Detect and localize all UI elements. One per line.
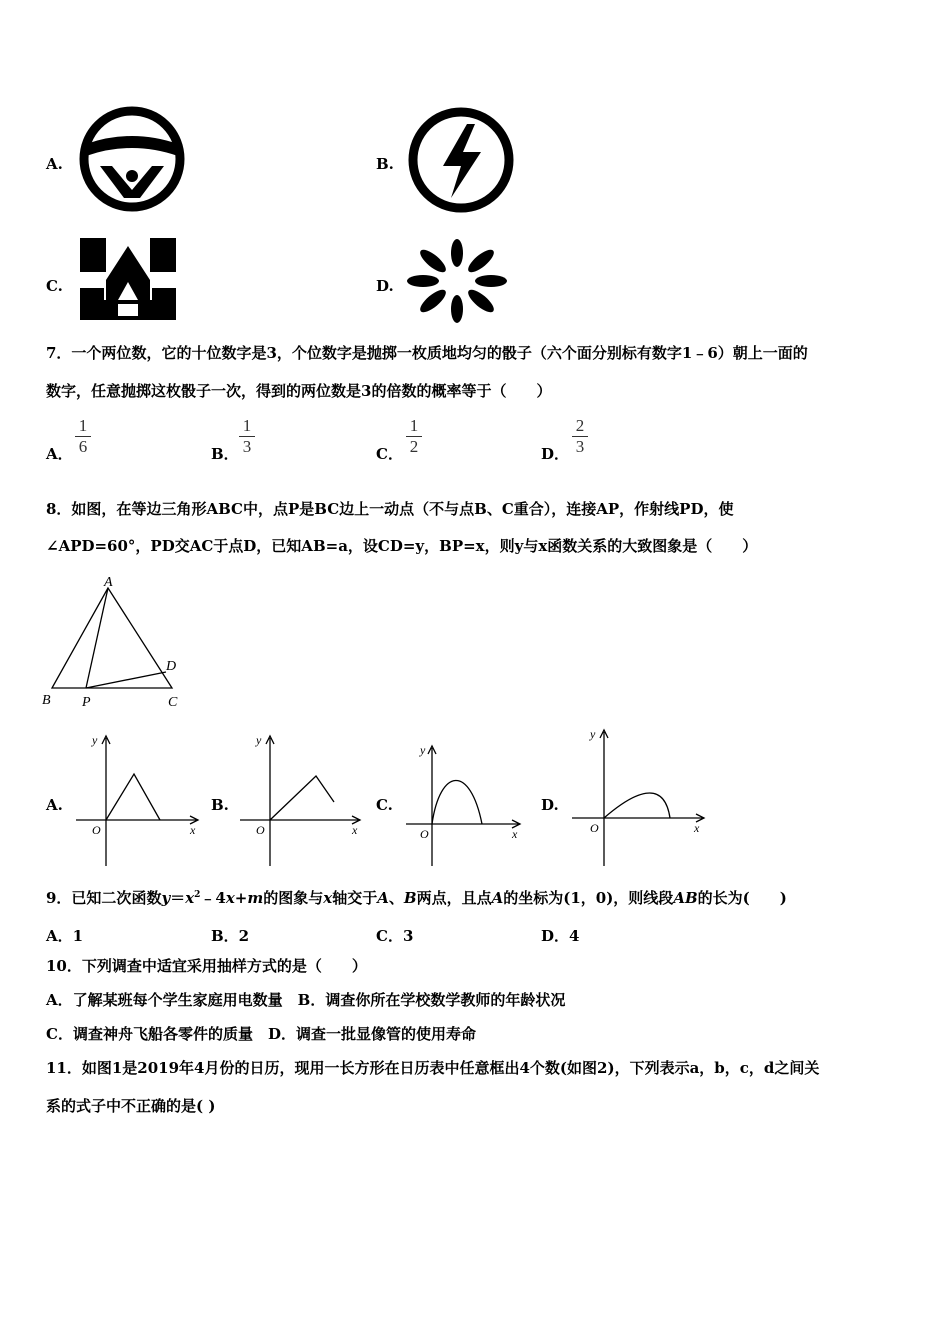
q7-option-a-denominator: 6	[78, 437, 88, 456]
q7-option-a-numerator: 1	[78, 416, 88, 435]
q8-graph-a	[72, 730, 204, 870]
q10-options-line1: A．了解某班每个学生家庭用电数量 B．调查你所在学校数学教师的年龄状况	[46, 991, 566, 1009]
q9-equals: ＝	[170, 889, 186, 907]
q8-option-c-label: C.	[376, 796, 393, 814]
q9-minus-four: ﹣4	[200, 889, 226, 907]
q7-option-c-denominator: 2	[409, 437, 419, 456]
q6-option-b-label: B.	[376, 155, 394, 173]
graph-a-origin-label: O	[92, 823, 101, 837]
q7-option-b-numerator: 1	[242, 416, 252, 435]
q7-stem-line2: 数字，任意抛掷这枚骰子一次，得到的两位数是3的倍数的概率等于（ ）	[46, 382, 552, 400]
q9-option-b: B．2	[211, 927, 250, 945]
q8-option-a-label: A.	[46, 796, 63, 814]
q11-stem-line2: 系的式子中不正确的是( )	[46, 1097, 216, 1115]
q7-option-b-denominator: 3	[242, 437, 252, 456]
q7-option-d-denominator: 3	[575, 437, 585, 456]
q9-sep: 、	[388, 889, 404, 907]
q8-option-b-label: B.	[211, 796, 229, 814]
q9-stem	[46, 891, 787, 906]
graph-b-origin-label: O	[256, 823, 265, 837]
graph-c-y-label: y	[420, 743, 426, 757]
q7-option-b-label: B．	[211, 445, 239, 463]
q7-stem-line1: 7．一个两位数，它的十位数字是3，个位数字是抛掷一枚质地均匀的骰子（六个面分别标有数字1﹣6）朝上一面的	[46, 344, 808, 362]
q9-var-y: y	[161, 889, 171, 907]
q8-stem-line1: 8．如图，在等边三角形ABC中，点P是BC边上一动点（不与点B、C重合），连接AP，作射线PD，使	[46, 500, 734, 518]
q9-segment-ab: AB	[673, 889, 698, 907]
graph-a-x-label: x	[190, 823, 196, 837]
q9-point-a2: A	[491, 889, 504, 907]
q6-option-a-label: A.	[46, 155, 63, 173]
q7-option-d-numerator: 2	[575, 416, 585, 435]
q9-mid3-text: 两点，且点	[416, 889, 492, 907]
q9-option-d: D．4	[541, 927, 580, 945]
q7-option-d-fraction	[572, 417, 588, 456]
q9-mid-text: 的图象与	[263, 889, 324, 907]
graph-d-origin-label: O	[590, 821, 599, 835]
q9-option-c: C．3	[376, 927, 414, 945]
q9-mid2-text: 轴交于	[332, 889, 378, 907]
block-a-logo-icon	[78, 236, 178, 322]
q9-var-x2: x	[225, 889, 235, 907]
q7-option-a-label: A．	[46, 445, 73, 463]
q7-option-c-label: C．	[376, 445, 403, 463]
q9-mid4-text: 的坐标为(1，0)，则线段	[503, 889, 674, 907]
figure-label-b: B	[42, 693, 51, 708]
q6-option-c-label: C.	[46, 277, 63, 295]
q9-exponent: 2	[194, 890, 201, 900]
q10-stem: 10．下列调查中适宜采用抽样方式的是（ ）	[46, 957, 367, 975]
q9-pre-text: 9．已知二次函数	[46, 889, 162, 907]
circle-v-logo-icon	[76, 100, 188, 218]
q9-var-m: m	[247, 889, 264, 907]
graph-c-origin-label: O	[420, 827, 429, 841]
q8-graph-d	[568, 724, 710, 870]
q7-option-a-fraction	[75, 417, 91, 456]
petal-flower-logo-icon	[404, 236, 510, 326]
graph-b-x-label: x	[352, 823, 358, 837]
q10-options-line2: C．调查神舟飞船各零件的质量 D．调查一批显像管的使用寿命	[46, 1025, 476, 1043]
q8-option-d-label: D.	[541, 796, 559, 814]
figure-label-d: D	[166, 659, 177, 674]
q7-option-c-fraction	[406, 417, 422, 456]
q9-xaxis: x	[323, 889, 333, 907]
q7-option-c-numerator: 1	[409, 416, 419, 435]
graph-d-y-label: y	[590, 727, 596, 741]
q6-option-d-label: D.	[376, 277, 394, 295]
q9-option-a: A．1	[46, 927, 84, 945]
q9-point-a: A	[377, 889, 389, 907]
graph-c-x-label: x	[512, 827, 518, 841]
lightning-circle-logo-icon	[405, 102, 517, 218]
q9-tail-text: 的长为( )	[697, 889, 787, 907]
q9-point-b: B	[403, 889, 417, 907]
triangle-figure	[40, 572, 190, 712]
graph-b-y-label: y	[256, 733, 262, 747]
graph-d-x-label: x	[694, 821, 700, 835]
q8-stem-line2: ∠APD=60°，PD交AC于点D，已知AB=a，设CD=y，BP=x，则y与x函数关系的大致图象是（ ）	[46, 537, 758, 555]
figure-label-a: A	[104, 575, 113, 590]
q9-plus: +	[234, 889, 248, 907]
q8-graph-c	[402, 740, 526, 870]
q9-var-x: x	[185, 889, 195, 907]
figure-label-c: C	[168, 695, 178, 710]
q11-stem-line1: 11．如图1是2019年4月份的日历，现用一长方形在日历表中任意框出4个数(如图2)，下列表示a，b，c，d之间关	[46, 1059, 820, 1077]
figure-label-p: P	[82, 695, 91, 710]
graph-a-y-label: y	[92, 733, 98, 747]
q7-option-d-label: D．	[541, 445, 570, 463]
q7-option-b-fraction	[239, 417, 255, 456]
q8-graph-b	[236, 730, 366, 870]
